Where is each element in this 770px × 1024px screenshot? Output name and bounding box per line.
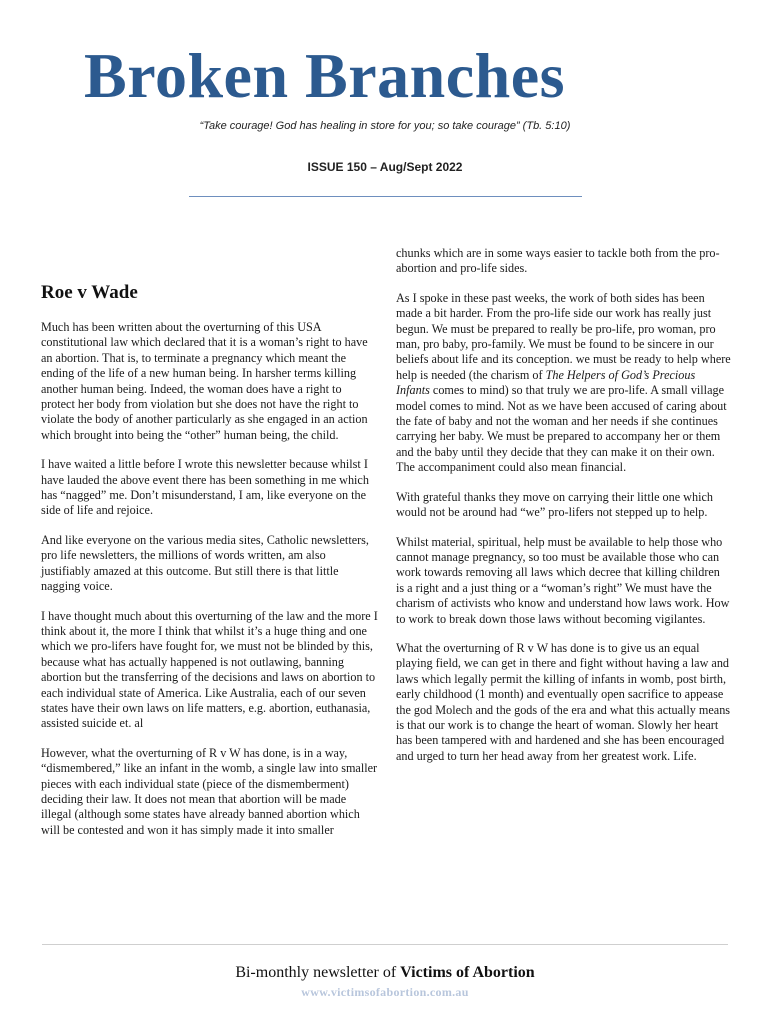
charism-name: The Helpers of God’s Precious Infants <box>396 367 696 398</box>
footer-line <box>0 964 770 982</box>
website-url[interactable]: www.victimsofabortion.com.au <box>301 985 469 999</box>
paragraph: And like everyone on the various media sites, Catholic newsletters, pro life newsletters, the millions of words written, am also justifiably amazed at this outcome. But still there is that little nagging voice. <box>41 532 369 594</box>
newsletter-title: Broken Branches <box>84 40 566 111</box>
paragraph: However, what the overturning of R v W has done, is in a way, “dismembered,” like an infant in the womb, a single law into smaller pieces with each individual state (piece of the dismemberment) deciding their law. It does not mean that abortion will be made illegal (although some states have already banned abortion which will be contested and won it has simply made it into smaller <box>41 745 378 837</box>
header-divider <box>189 196 582 197</box>
paragraph: Whilst material, spiritual, help must be available to help those who cannot manage pregnancy, so too must be available those who can work towards removing all laws which decree that killing children is a right and a just thing or a “woman’s right” We must have the charism of activists who know and understand how laws work. How to work to break down those laws without becoming vigilantes. <box>396 534 730 626</box>
footer-prefix: Bi-monthly newsletter of <box>235 964 401 981</box>
paragraph-text: comes to mind) so that truly we are pro-life. A small village model comes to mind. Not as we have been accused of caring about the fate of baby and not the woman and her needs if she continues carrying her baby. We must be prepared to accompany her or them and the baby until they decide that they can make it on their own. The accompaniment could also mean financial. <box>396 383 727 475</box>
left-column <box>41 282 378 852</box>
right-column <box>396 246 731 778</box>
organization-name: Victims of Abortion <box>400 964 535 981</box>
paragraph-text: As I spoke in these past weeks, the work of both sides has been made a bit harder. From the pro-life side our work has really just begun. We must be prepared to really be pro-life, pro woman, pro man, pro baby, pro-family. We must be found to be sincere in our beliefs about life and its conception. we must be ready to help where help is needed (the charism of <box>396 290 731 382</box>
issue-label: ISSUE 150 – Aug/Sept 2022 <box>307 160 463 174</box>
paragraph: chunks which are in some ways easier to tackle both from the pro-abortion and pro-life sides. <box>396 246 720 276</box>
paragraph: Much has been written about the overturning of this USA constitutional law which declared that it is a woman’s right to have an abortion. That is, to terminate a pregnancy which meant the ending of the life of a new human being. In harsher terms killing another human being. Indeed, the woman does have a right to protect her body from violation but she does not have the right to violate the body of another particularly as she engaged in an action which brought into being the “other” human being, the child. <box>41 320 368 442</box>
paragraph: I have waited a little before I wrote this newsletter because whilst I have lauded the above event there has been something in me which has “nagged” me. Don’t misunderstand, I am, like everyone on the side of life and rejoice. <box>41 457 369 518</box>
footer-divider <box>42 944 728 945</box>
paragraph: With grateful thanks they move on carrying their little one which would not be around had “we” pro-lifers not stepped up to help. <box>396 489 713 520</box>
motto: “Take courage! God has healing in store for you; so take courage” (Tb. 5:10) <box>199 120 571 132</box>
article-heading: Roe v Wade <box>41 282 138 303</box>
paragraph <box>396 291 731 476</box>
paragraph: What the overturning of R v W has done is to give us an equal playing field, we can get in there and fight without having a law and laws which legally permit the killing of infants in womb, post birth, early childhood (1 month) and eventually open sacrifice to appease the god Molech and the gods of the era and what this actually means is that our work is to change the heart of woman. Slowly her heart has been tampered with and hardened and she has been encouraged and urged to turn her head away from her greatest work. Life. <box>396 640 731 763</box>
paragraph: I have thought much about this overturning of the law and the more I think about it, the more I think that whilst it’s a huge thing and one which we pro-lifers have fought for, we must not be blinded by this, because what has actually happened is not outlawing, banning abortion but the transferring of the decisions and laws on abortion to each individual state of America. Like Australia, each of our seven states have their own laws on life matters, e.g. abortion, euthanasia, assisted suicide et. al <box>41 608 378 731</box>
